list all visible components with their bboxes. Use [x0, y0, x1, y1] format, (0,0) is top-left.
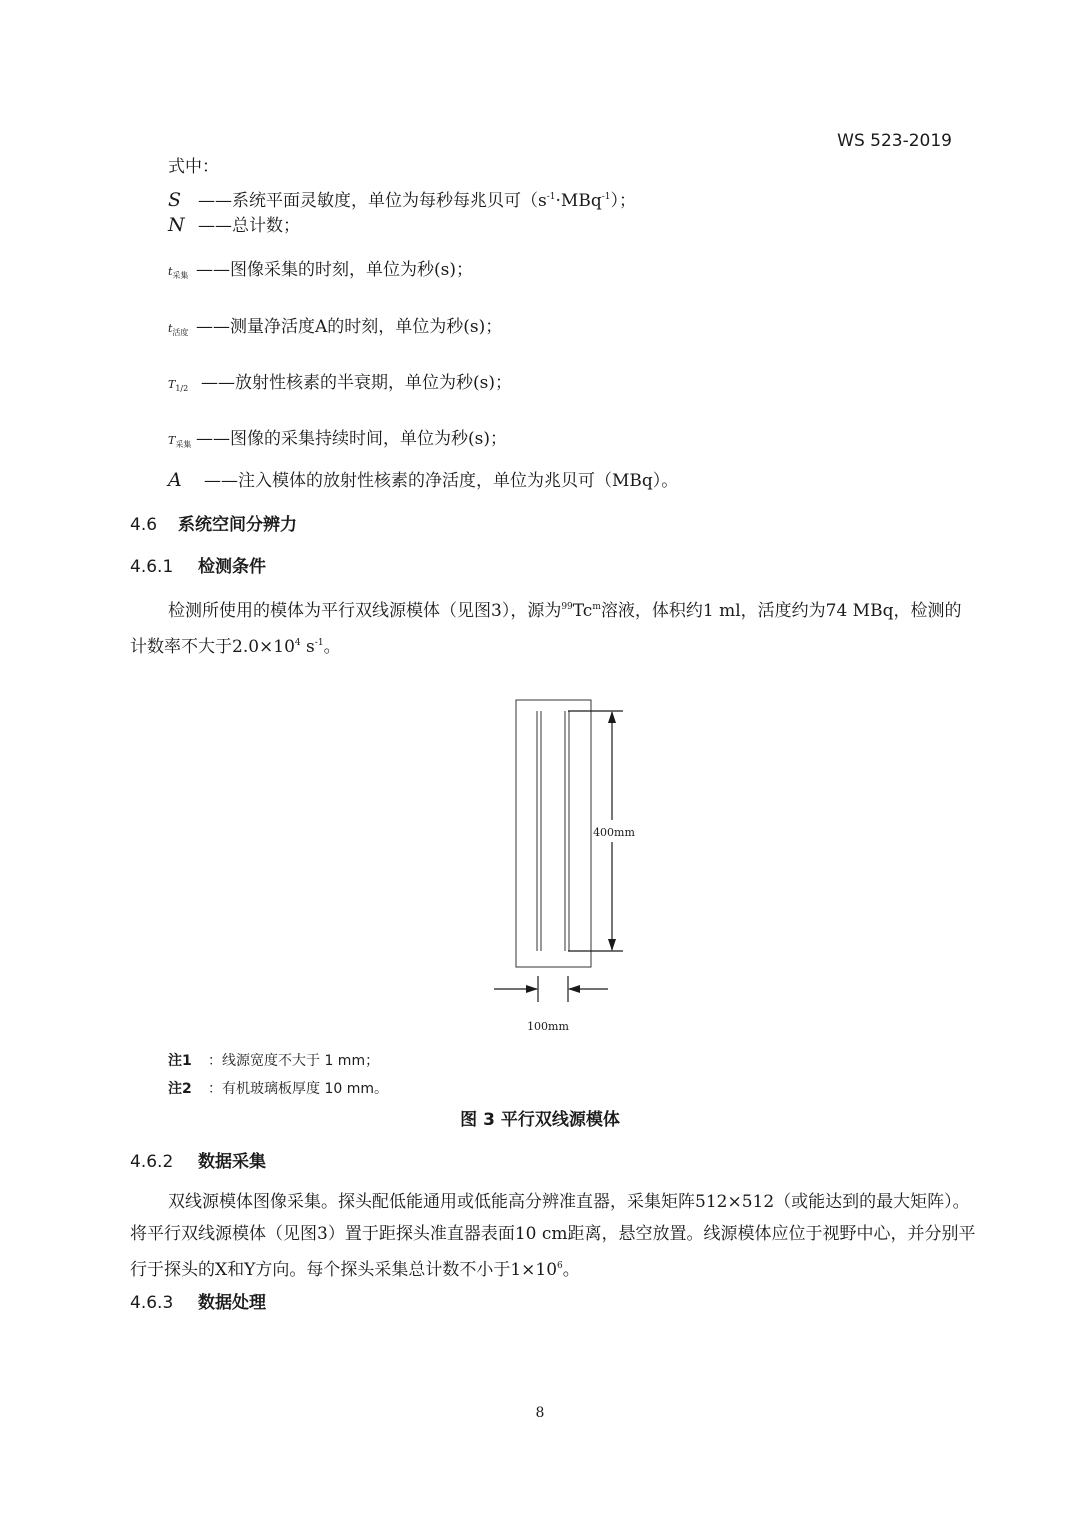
section-number: 4.6 [130, 515, 158, 535]
definition-t-acquisition [168, 256, 473, 290]
section-number: 4.6.3 [130, 1293, 174, 1313]
paragraph-detection-conditions: 检测所使用的模体为平行双线源模体（见图3），源为$^{99}$Tc$^m$溶液，体积约1 ml，活度约为74 MBq，检测的计数率不大于$2.0\times 10^4$ $s^{-1}$。 [130, 601, 962, 657]
definition-t-activity [168, 313, 502, 347]
definition-text: ——总计数； [198, 216, 300, 236]
section-number: 4.6.1 [130, 557, 174, 577]
figure-caption: 图 3 平行双线源模体 [460, 1110, 620, 1130]
superscript: -1 [601, 192, 611, 202]
note-text: ：线源宽度不大于 1 mm； [208, 1053, 380, 1069]
section-title: 系统空间分辨力 [178, 515, 297, 535]
note-label: 注2 [168, 1081, 192, 1097]
standard-code: WS 523-2019 [837, 131, 952, 151]
line-source-left [537, 711, 541, 951]
section-heading-4-6-3 [130, 1288, 266, 1313]
variable-symbol: $T_{1/2}$ [168, 378, 189, 394]
section-title: 数据采集 [198, 1152, 266, 1172]
spacing-dimension-label: 100mm [527, 1020, 569, 1033]
definition-a [168, 466, 678, 495]
variable-symbol: N [168, 214, 185, 236]
paragraph-data-acquisition: 双线源模体图像采集。探头配低能通用或低能高分辨准直器，采集矩阵512×512（或能达到的最大矩阵）。将平行双线源模体（见图3）置于距探头准直器表面10 cm距离，悬空放置。线源模体应位于视野中心，并分别平行于探头的X和Y方向。每个探头采集总计数不小于$1\times 10^6$。 [130, 1192, 976, 1280]
phantom-figure [480, 690, 640, 1040]
definitions-intro: 式中： [168, 157, 219, 177]
variable-symbol: $t_{活度}$ [168, 322, 189, 338]
definition-text: ）； [610, 191, 636, 211]
definition-acquisition-duration [168, 425, 507, 459]
variable-symbol: $t_{采集}$ [168, 265, 189, 281]
variable-symbol: S [168, 189, 182, 211]
phantom-plate [516, 700, 591, 967]
height-dimension-label: 400mm [593, 826, 635, 839]
section-title: 数据处理 [198, 1293, 266, 1313]
definition-n [168, 211, 300, 240]
definition-text: ——图像采集的时刻，单位为秒(s)； [196, 260, 473, 280]
section-heading-4-6-2 [130, 1147, 266, 1172]
section-number: 4.6.2 [130, 1152, 174, 1172]
line-source-right [565, 711, 569, 951]
note-label: 注1 [168, 1053, 192, 1069]
definition-text: ——放射性核素的半衰期，单位为秒(s)； [201, 373, 512, 393]
figure-note-1 [168, 1050, 379, 1070]
section-heading-4-6 [130, 510, 297, 535]
definition-text: ——注入模体的放射性核素的净活度，单位为兆贝可（MBq）。 [204, 471, 679, 491]
variable-symbol: $T_{采集}$ [168, 434, 192, 450]
definition-text: ·MBq [555, 191, 602, 211]
section-title: 检测条件 [198, 557, 266, 577]
definition-text: ——系统平面灵敏度，单位为每秒每兆贝可（s [198, 191, 547, 211]
note-text: ：有机玻璃板厚度 10 mm。 [208, 1081, 388, 1097]
section-heading-4-6-1 [130, 552, 266, 577]
definition-text: ——测量净活度A的时刻，单位为秒(s)； [196, 317, 503, 337]
definition-half-life [168, 369, 512, 403]
definition-text: ——图像的采集持续时间，单位为秒(s)； [196, 429, 507, 449]
variable-symbol: A [168, 469, 182, 491]
page-number: 8 [535, 1405, 545, 1421]
figure-note-2 [168, 1078, 388, 1098]
superscript: -1 [546, 192, 556, 202]
